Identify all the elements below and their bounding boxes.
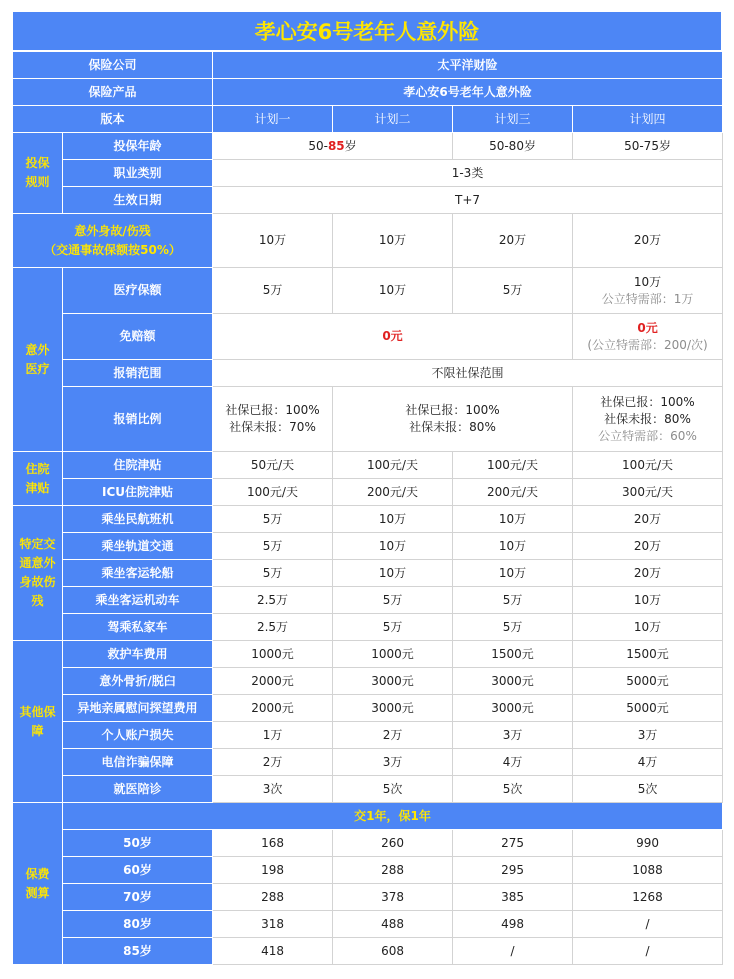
premium-term-header: 交1年，保1年 [63,803,723,830]
other-value-plan-4: 3万 [573,722,723,749]
transport-label: 驾乘私家车 [63,614,213,641]
premium-value-plan-2: 288 [333,857,453,884]
premium-value-plan-4: 1268 [573,884,723,911]
hospital-icu-p2: 200元/天 [333,479,453,506]
premium-value-plan-2: 260 [333,830,453,857]
other-value-plan-1: 3次 [213,776,333,803]
transport-value-plan-4: 10万 [573,587,723,614]
plan-3-header: 计划三 [453,106,573,133]
premium-header-row [13,803,723,830]
premium-row [13,884,723,911]
other-value-plan-1: 2000元 [213,695,333,722]
hospital-icu-p3: 200元/天 [453,479,573,506]
transport-value-plan-3: 5万 [453,587,573,614]
other-value-plan-1: 2万 [213,749,333,776]
ratio-p1: 社保已报：100% 社保未报：70% [213,387,333,452]
plan-1-header: 计划一 [213,106,333,133]
hospital-daily-label: 住院津贴 [63,452,213,479]
occupation-label: 职业类别 [63,160,213,187]
premium-value-plan-3: 295 [453,857,573,884]
product-row [13,79,723,106]
plan-2-header: 计划二 [333,106,453,133]
age-p4: 50-75岁 [573,133,723,160]
insurance-table-container [12,11,722,965]
transport-value-plan-2: 5万 [333,614,453,641]
transport-value-plan-1: 5万 [213,533,333,560]
other-row [13,695,723,722]
premium-value-plan-1: 318 [213,911,333,938]
transport-label: 乘坐民航班机 [63,506,213,533]
hospital-icu-row [13,479,723,506]
premium-value-plan-1: 168 [213,830,333,857]
transport-value-plan-3: 5万 [453,614,573,641]
transport-row [13,614,723,641]
transport-value-plan-2: 10万 [333,506,453,533]
premium-row [13,911,723,938]
transport-value-plan-4: 20万 [573,533,723,560]
age-p3: 50-80岁 [453,133,573,160]
premium-value-plan-1: 198 [213,857,333,884]
other-value-plan-3: 3000元 [453,695,573,722]
category-transport: 特定交通意外身故伤残 [13,506,63,641]
version-label: 版本 [13,106,213,133]
effective-value: T+7 [213,187,723,214]
other-label: 就医陪诊 [63,776,213,803]
deductible-row [13,314,723,360]
age-p12: 50-85岁 [213,133,453,160]
company-row [13,52,723,79]
transport-value-plan-4: 20万 [573,560,723,587]
premium-row [13,938,723,965]
hospital-daily-p2: 100元/天 [333,452,453,479]
other-label: 异地亲属慰问探望费用 [63,695,213,722]
accident-death-row [13,214,723,268]
other-value-plan-4: 5000元 [573,668,723,695]
other-value-plan-4: 5000元 [573,695,723,722]
transport-row [13,533,723,560]
hospital-icu-p1: 100元/天 [213,479,333,506]
transport-value-plan-1: 2.5万 [213,587,333,614]
other-value-plan-4: 4万 [573,749,723,776]
premium-value-plan-4: 990 [573,830,723,857]
other-value-plan-2: 2万 [333,722,453,749]
company-label: 保险公司 [13,52,213,79]
transport-value-plan-2: 10万 [333,560,453,587]
other-label: 个人账户损失 [63,722,213,749]
premium-age-label: 50岁 [63,830,213,857]
other-value-plan-1: 1000元 [213,641,333,668]
medical-coverage-p3: 5万 [453,268,573,314]
category-medical: 意外医疗 [13,268,63,452]
transport-value-plan-4: 20万 [573,506,723,533]
transport-row [13,506,723,533]
accident-death-p3: 20万 [453,214,573,268]
premium-value-plan-2: 488 [333,911,453,938]
other-value-plan-4: 1500元 [573,641,723,668]
scope-row [13,360,723,387]
effective-label: 生效日期 [63,187,213,214]
premium-age-label: 80岁 [63,911,213,938]
premium-value-plan-3: 385 [453,884,573,911]
accident-death-p2: 10万 [333,214,453,268]
transport-value-plan-3: 10万 [453,560,573,587]
ratio-p23: 社保已报：100% 社保未报：80% [333,387,573,452]
medical-coverage-p2: 10万 [333,268,453,314]
category-rules: 投保规则 [13,133,63,214]
other-label: 救护车费用 [63,641,213,668]
medical-coverage-p4: 10万 公立特需部：1万 [573,268,723,314]
product-label: 保险产品 [13,79,213,106]
premium-age-label: 85岁 [63,938,213,965]
transport-value-plan-4: 10万 [573,614,723,641]
premium-value-plan-1: 418 [213,938,333,965]
comparison-table [12,51,723,965]
transport-label: 乘坐客运机动车 [63,587,213,614]
other-label: 意外骨折/脱臼 [63,668,213,695]
hospital-daily-p3: 100元/天 [453,452,573,479]
hospital-icu-p4: 300元/天 [573,479,723,506]
version-row [13,106,723,133]
premium-value-plan-3: 498 [453,911,573,938]
premium-value-plan-2: 608 [333,938,453,965]
deductible-label: 免赔额 [63,314,213,360]
other-value-plan-2: 3000元 [333,695,453,722]
transport-value-plan-1: 2.5万 [213,614,333,641]
other-value-plan-2: 5次 [333,776,453,803]
medical-coverage-row [13,268,723,314]
ratio-row [13,387,723,452]
other-row [13,722,723,749]
hospital-icu-label: ICU住院津贴 [63,479,213,506]
other-value-plan-1: 2000元 [213,668,333,695]
effective-row [13,187,723,214]
transport-label: 乘坐轨道交通 [63,533,213,560]
company-value: 太平洋财险 [213,52,723,79]
accident-death-p4: 20万 [573,214,723,268]
age-label: 投保年龄 [63,133,213,160]
transport-value-plan-3: 10万 [453,506,573,533]
other-value-plan-3: 1500元 [453,641,573,668]
category-premium: 保费测算 [13,803,63,965]
category-other: 其他保障 [13,641,63,803]
premium-value-plan-4: 1088 [573,857,723,884]
medical-coverage-p1: 5万 [213,268,333,314]
other-row [13,641,723,668]
occupation-value: 1-3类 [213,160,723,187]
deductible-p13: 0元 [213,314,573,360]
other-value-plan-1: 1万 [213,722,333,749]
page-title: 孝心安6号老年人意外险 [12,11,722,51]
product-value: 孝心安6号老年人意外险 [213,79,723,106]
premium-row [13,857,723,884]
hospital-daily-p1: 50元/天 [213,452,333,479]
medical-coverage-label: 医疗保额 [63,268,213,314]
premium-value-plan-4: / [573,911,723,938]
other-value-plan-3: 4万 [453,749,573,776]
hospital-daily-row [13,452,723,479]
transport-value-plan-1: 5万 [213,560,333,587]
scope-label: 报销范围 [63,360,213,387]
other-value-plan-4: 5次 [573,776,723,803]
other-value-plan-2: 3万 [333,749,453,776]
premium-value-plan-1: 288 [213,884,333,911]
premium-age-label: 60岁 [63,857,213,884]
transport-label: 乘坐客运轮船 [63,560,213,587]
other-value-plan-3: 3000元 [453,668,573,695]
deductible-p4: 0元 (公立特需部：200/次) [573,314,723,360]
occupation-row [13,160,723,187]
other-row [13,776,723,803]
other-value-plan-3: 3万 [453,722,573,749]
scope-value: 不限社保范围 [213,360,723,387]
transport-value-plan-3: 10万 [453,533,573,560]
age-row [13,133,723,160]
transport-value-plan-2: 10万 [333,533,453,560]
hospital-daily-p4: 100元/天 [573,452,723,479]
category-hospital: 住院津贴 [13,452,63,506]
transport-row [13,587,723,614]
ratio-label: 报销比例 [63,387,213,452]
other-value-plan-2: 3000元 [333,668,453,695]
transport-value-plan-1: 5万 [213,506,333,533]
other-row [13,749,723,776]
other-value-plan-2: 1000元 [333,641,453,668]
premium-value-plan-2: 378 [333,884,453,911]
accident-death-label: 意外身故/伤残 （交通事故保额按50%） [13,214,213,268]
ratio-p4: 社保已报：100% 社保未报：80% 公立特需部：60% [573,387,723,452]
premium-row [13,830,723,857]
plan-4-header: 计划四 [573,106,723,133]
other-value-plan-3: 5次 [453,776,573,803]
other-row [13,668,723,695]
premium-value-plan-3: / [453,938,573,965]
premium-age-label: 70岁 [63,884,213,911]
accident-death-p1: 10万 [213,214,333,268]
other-label: 电信诈骗保障 [63,749,213,776]
premium-value-plan-3: 275 [453,830,573,857]
premium-value-plan-4: / [573,938,723,965]
transport-row [13,560,723,587]
transport-value-plan-2: 5万 [333,587,453,614]
